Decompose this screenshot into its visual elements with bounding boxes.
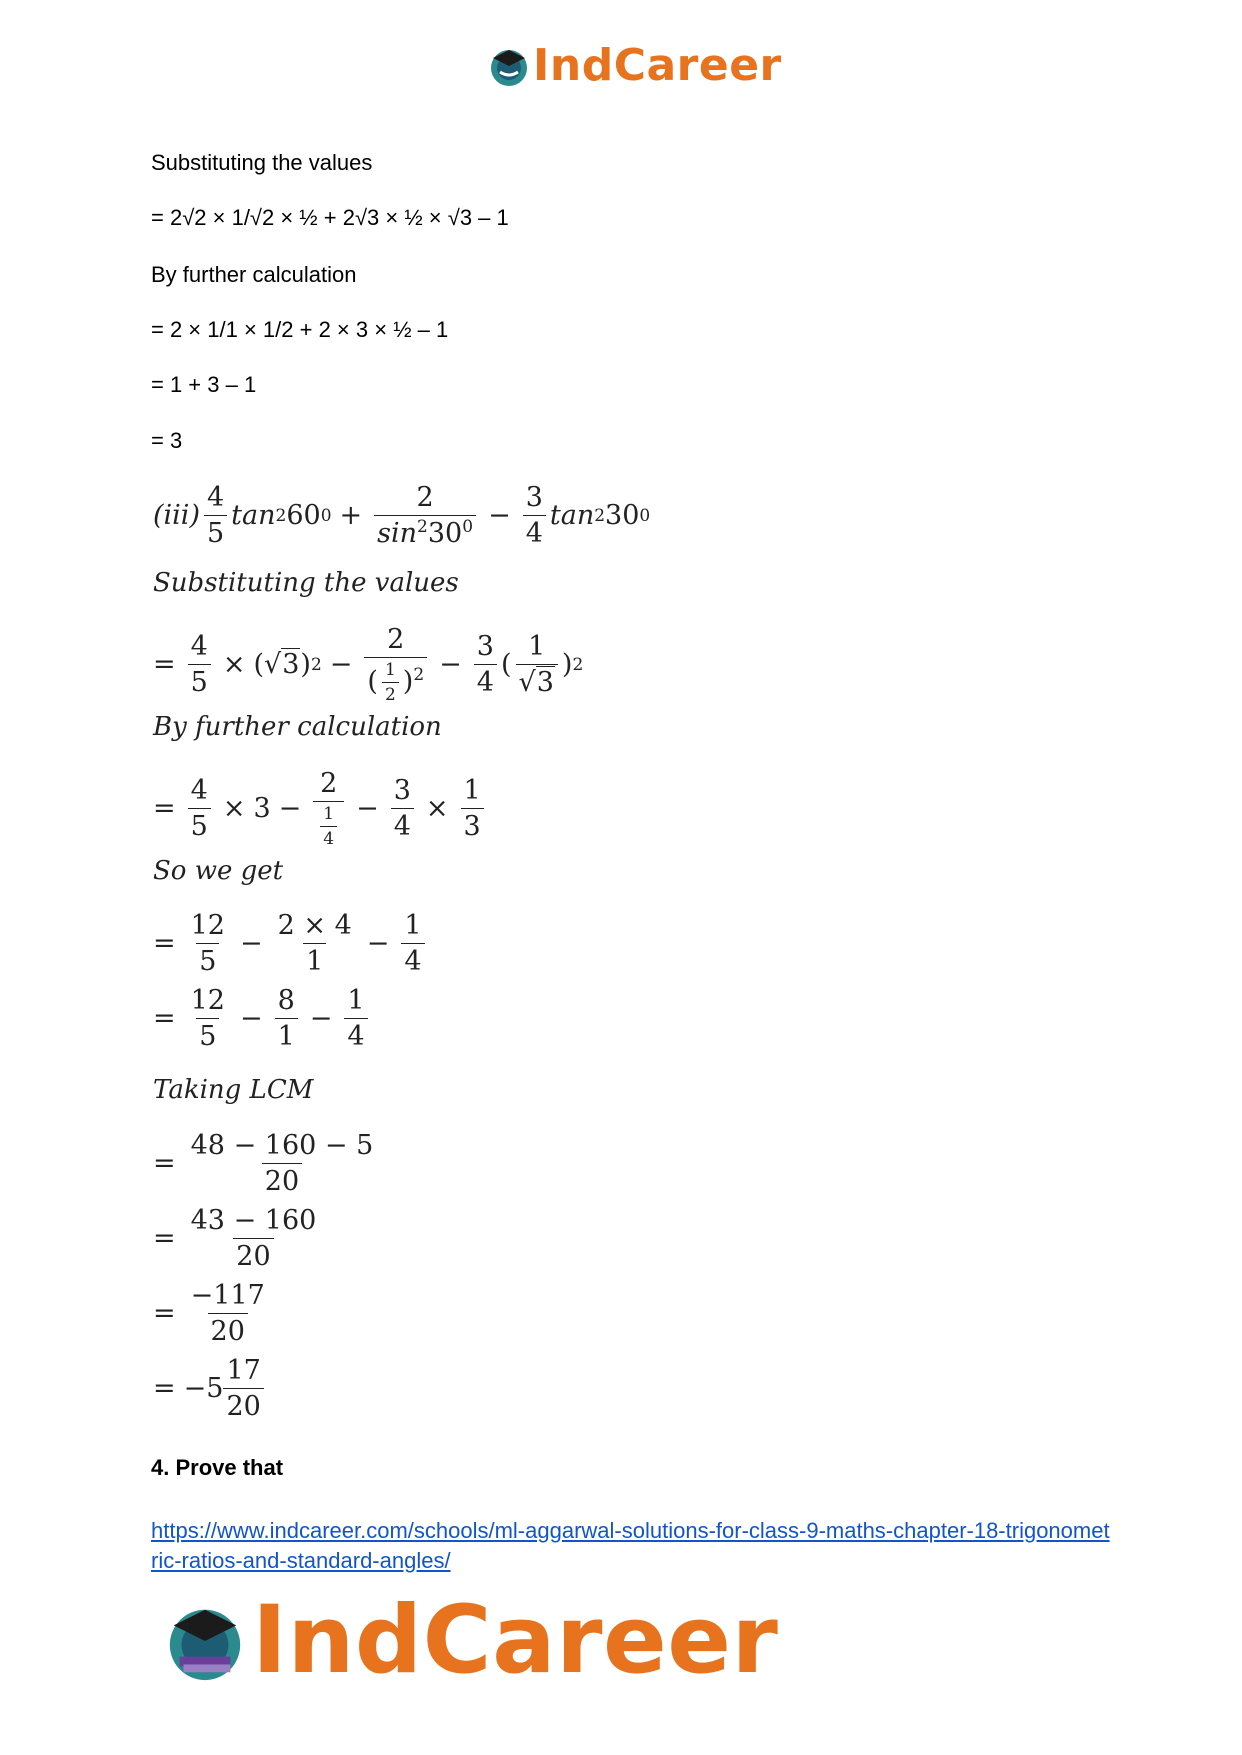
logo-text: IndCareer <box>533 40 782 91</box>
text-line: Substituting the values <box>151 150 373 175</box>
problem-label: (iii) <box>153 500 200 531</box>
math-text: Taking LCM <box>153 1075 314 1105</box>
math-problem-expression: (iii) $\frac{4}{5}$ tan 2 60 0 + $\frac{2}{\sin^230^0}$ − $\frac{3}{4}$ tan 2 30 0 <box>153 482 651 549</box>
text-line: = 1 + 3 – 1 <box>151 372 257 397</box>
math-text: So we get <box>153 856 284 886</box>
graduation-cap-icon <box>162 1598 248 1684</box>
math-step: = $\frac{48 - 160 - 5}{20}$ <box>153 1130 374 1197</box>
math-step: = $\frac{4}{5}$ × ( √3 ) 2 − 2 ( $\frac{1}{2}$ )$^2$ − $\frac{3}{4}$ ( $\frac{1}{√3}$ ) 2 <box>153 624 584 705</box>
footer-logo <box>162 1586 778 1695</box>
text-line: = 2√2 × 1/√2 × ½ + 2√3 × ½ × √3 – 1 <box>151 205 509 230</box>
math-step: = $\frac{12}{5}$ − $\frac{8}{1}$ − $\frac{1}{4}$ <box>153 985 372 1052</box>
math-text: Substituting the values <box>153 568 459 598</box>
math-step: = $\frac{12}{5}$ − $\frac{2 \times 4}{1}$ − $\frac{1}{4}$ <box>153 910 429 977</box>
math-text: By further calculation <box>153 712 442 742</box>
text-line: By further calculation <box>151 262 357 287</box>
math-step: = $\frac{-117}{20}$ <box>153 1280 265 1347</box>
text-line: = 3 <box>151 428 183 453</box>
text-line: = 2 × 1/1 × 1/2 + 2 × 3 × ½ – 1 <box>151 317 449 342</box>
question-heading: 4. Prove that <box>151 1455 284 1480</box>
math-step: = $\frac{43 - 160}{20}$ <box>153 1205 317 1272</box>
graduation-cap-icon <box>487 44 531 88</box>
source-link[interactable]: https://www.indcareer.com/schools/ml-aggarwal-solutions-for-class-9-maths-chapter-18-trigonometric-ratios-and-standard-angles/ <box>151 1518 1110 1573</box>
math-step: = −5 $\frac{17}{20}$ <box>153 1355 268 1422</box>
logo-text: IndCareer <box>252 1586 779 1695</box>
header-logo <box>487 40 782 91</box>
math-step: = $\frac{4}{5}$ × 3 − $\frac{2}{\frac{1}{4}}$ − $\frac{3}{4}$ × $\frac{1}{3}$ <box>153 768 488 849</box>
